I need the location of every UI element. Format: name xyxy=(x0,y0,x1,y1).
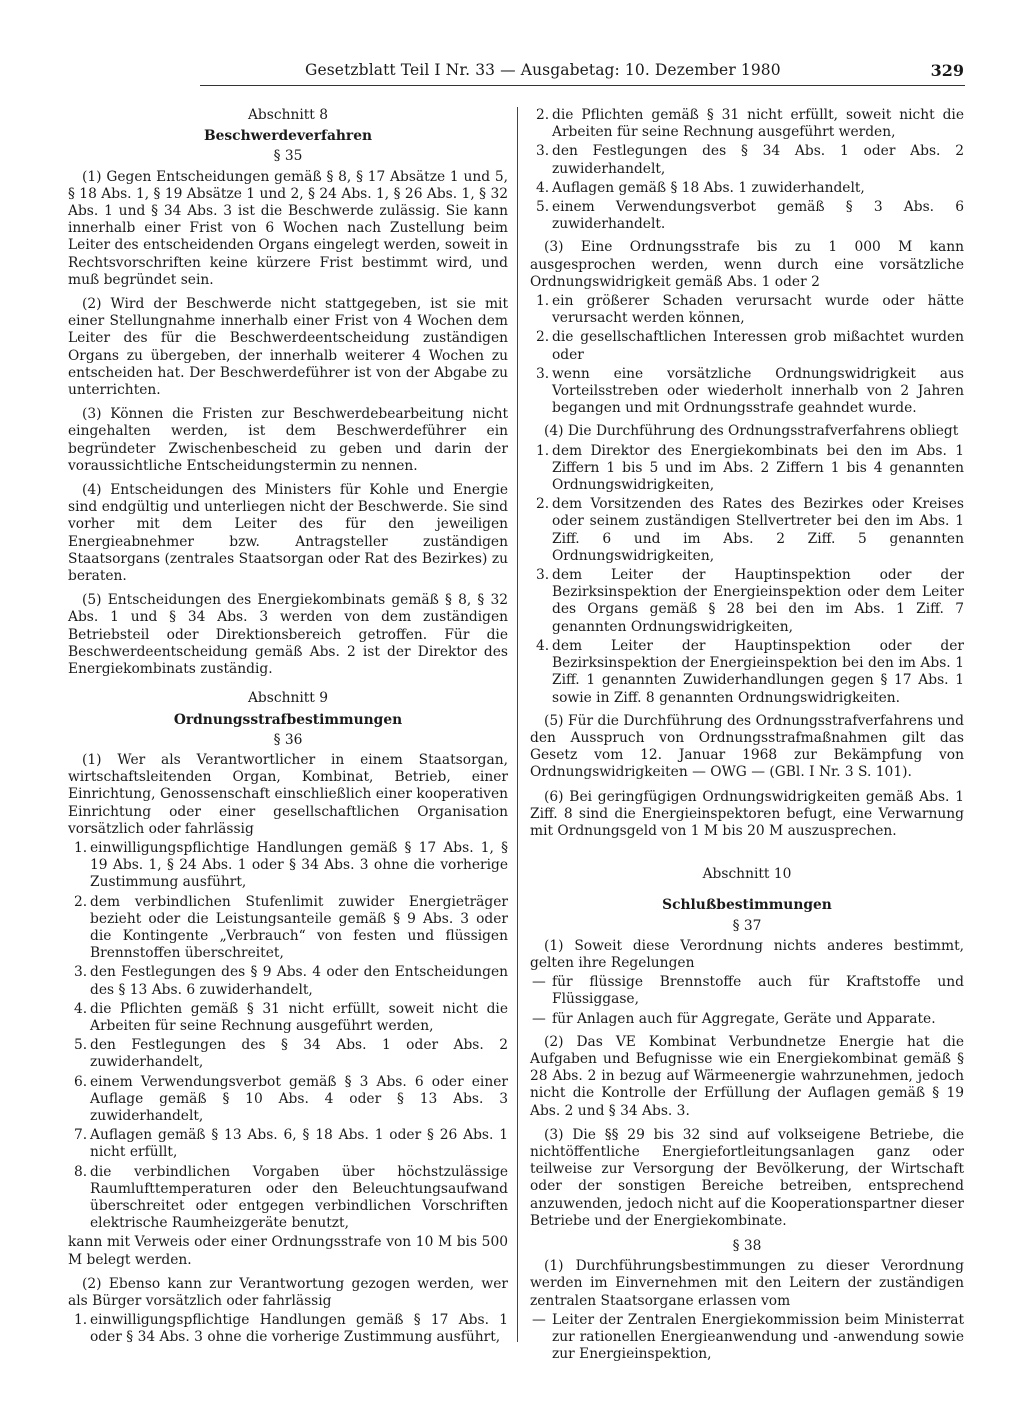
list-36-1 xyxy=(68,840,508,1232)
list-item-number: 4. xyxy=(536,637,550,654)
dash-list-38-1 xyxy=(530,1312,964,1364)
list-item-text: Auflagen gemäß § 18 Abs. 1 zuwiderhandelt, xyxy=(552,179,865,196)
list-item-text: für flüssige Brennstoffe auch für Kraftstoffe und Flüssiggase, xyxy=(552,974,964,1008)
list-item-number: 2. xyxy=(536,107,550,123)
list-item xyxy=(68,1074,508,1126)
list-item-text: wenn eine vorsätzliche Ordnungswidrigkeit aus Vorteilsstreben oder wiederholt innerhalb von 2 Jahren begangen und mit Ordnungsstrafe geahndet wurde. xyxy=(552,365,964,417)
list-item xyxy=(530,199,964,233)
section-8-title: Abschnitt 8 xyxy=(247,107,329,123)
section-8-heading: Beschwerdeverfahren xyxy=(203,128,373,145)
paragraph-35-3: (3) Können die Fristen zur Beschwerdebearbeitung nicht eingehalten werden, ist dem Beschwerdeführer ein begründeter Zwischenbescheid zu geben und darin der voraussichtliche Entscheidungstermin zu nennen. xyxy=(68,406,508,474)
paragraph-38-label: § 38 xyxy=(732,1237,762,1254)
section-10-title: Abschnitt 10 xyxy=(702,866,792,883)
list-item-number: 5. xyxy=(74,1037,88,1054)
list-item-dash: — xyxy=(532,1311,546,1328)
list-item-number: 1. xyxy=(536,442,550,459)
list-item-text: dem Leiter der Hauptinspektion oder der Bezirksinspektion der Energieinspektion oder dem Leiter des Organs gemäß § 28 bei den im Abs. 1 Ziff. 7 genannten Ordnungswidrigkeiten, xyxy=(552,567,964,635)
list-item-text: dem Direktor des Energiekombinats bei den im Abs. 1 Ziffern 1 bis 5 und im Abs. 2 Ziffern 1 bis 4 genannten Ordnungswidrigkeiten, xyxy=(552,442,964,494)
paragraph-38-1: (1) Durchführungsbestimmungen zu dieser Verordnung werden im Einvernehmen mit den Leitern der zuständigen zentralen Staatsorgane erlassen vom xyxy=(530,1258,964,1309)
list-item-text: einwilligungspflichtige Handlungen gemäß § 17 Abs. 1 oder § 34 Abs. 3 ohne die vorherige Zustimmung ausführt, xyxy=(90,1312,508,1346)
list-item xyxy=(68,1001,508,1035)
running-title: Gesetzblatt Teil I Nr. 33 — Ausgabetag: 10. Dezember 1980 xyxy=(305,61,781,79)
section-10-heading: Schlußbestimmungen xyxy=(662,897,832,914)
list-item-number: 6. xyxy=(74,1073,88,1090)
list-item-text: den Festlegungen des § 34 Abs. 1 oder Abs. 2 zuwiderhandelt, xyxy=(90,1037,508,1071)
paragraph-36-3: (3) Eine Ordnungsstrafe bis zu 1 000 M kann ausgesprochen werden, wenn durch eine vorsätzliche Ordnungswidrigkeit gemäß Abs. 1 oder 2 xyxy=(530,239,964,290)
paragraph-35-2: (2) Wird der Beschwerde nicht stattgegeben, ist sie mit einer Stellungnahme innerhalb einer Frist von 4 Wochen dem Leiter des für die Beschwerdeentscheidung zuständigen Organs zu übergeben, der innerhalb weiterer 4 Wochen zu entscheiden hat. Der Beschwerdeführer ist von der Abgabe zu unterrichten. xyxy=(68,296,508,399)
list-item-number: 4. xyxy=(536,179,550,196)
paragraph-37-3: (3) Die §§ 29 bis 32 sind auf volkseigene Betriebe, die nichtöffentliche Energiefortleitungsanlagen ganz oder teilweise zur Versorgung der Bevölkerung, der Wirtschaft oder der sonstigen Bereiche betreiben, entsprechend anzuwenden, jedoch nicht auf die Kooperationspartner dieser Betriebe und der Energiekombinate. xyxy=(530,1126,964,1229)
list-item-text: die gesellschaftlichen Interessen grob mißachtet wurden oder xyxy=(552,329,964,363)
list-item-text: dem verbindlichen Stufenlimit zuwider Energieträger bezieht oder die Leistungsanteile gemäß § 9 Abs. 3 oder die Kontingente „Verbrauch“ von festen und flüssigen Brennstoffen überschreitet, xyxy=(90,893,508,962)
paragraph-35-5: (5) Entscheidungen des Energiekombinats gemäß § 8, § 32 Abs. 1 und § 34 Abs. 3 werden von dem zuständigen Betriebsteil oder Direktionsbereich getroffen. Für die Beschwerdeentscheidung gemäß Abs. 2 ist der Direktor des Energiekombinats zuständig. xyxy=(68,592,508,678)
list-item-text: dem Vorsitzenden des Rates des Bezirkes oder Kreises oder seinem zuständigen Stellvertreter bei den im Abs. 1 Ziff. 6 und im Abs. 2 Ziff. 5 genannten Ordnungswidrigkeiten, xyxy=(552,496,964,564)
list-item-number: 8. xyxy=(74,1163,88,1180)
list-item xyxy=(68,1037,508,1071)
list-item-text: Auflagen gemäß § 13 Abs. 6, § 18 Abs. 1 oder § 26 Abs. 1 nicht erfüllt, xyxy=(90,1127,508,1161)
list-item xyxy=(68,840,508,892)
list-item xyxy=(530,974,964,1008)
paragraph-37-2: (2) Das VE Kombinat Verbundnetze Energie hat die Aufgaben und Befugnisse wie ein Energiekombinat gemäß § 28 Abs. 2 in bezug auf Wärmeenergie wahrzunehmen, jedoch nicht die Kontrolle der Erfüllung der Auflagen gemäß § 19 Abs. 2 und § 34 Abs. 3. xyxy=(530,1033,964,1119)
column-divider xyxy=(517,107,518,1342)
list-item xyxy=(68,894,508,963)
paragraph-36-2: (2) Ebenso kann zur Verantwortung gezogen werden, wer als Bürger vorsätzlich oder fahrlässig xyxy=(68,1275,508,1309)
list-item-number: 3. xyxy=(536,365,550,382)
list-36-2 xyxy=(68,1312,508,1346)
list-36-4 xyxy=(530,443,964,707)
paragraph-37-label: § 37 xyxy=(732,917,762,934)
left-column xyxy=(68,107,508,1349)
list-item-number: 4. xyxy=(74,1000,88,1017)
list-item xyxy=(68,1164,508,1233)
list-item-number: 3. xyxy=(536,143,550,160)
paragraph-36-1: (1) Wer als Verantwortlicher in einem Staatsorgan, wirtschaftsleitenden Organ, Kombinat, Betrieb, einer Einrichtung, Genossenschaft einschließlich einer kooperativen Einrichtung oder einer gesellschaftlichen Organisation vorsätzlich oder fahrlässig xyxy=(68,751,508,837)
list-item-text: dem Leiter der Hauptinspektion oder der Bezirksinspektion der Energieinspektion bei den im Abs. 1 Ziff. 1 genannten Zuwiderhandlungen gegen § 17 Abs. 1 sowie in Ziff. 8 genannten Ordnungswidrigkeiten. xyxy=(552,637,964,706)
right-column xyxy=(530,107,964,1365)
list-item-dash: — xyxy=(532,1010,546,1027)
list-item-text: Leiter der Zentralen Energiekommission beim Ministerrat zur rationellen Energieanwendung und -anwendung sowie zur Energieinspektion, xyxy=(552,1311,964,1363)
list-item-number: 7. xyxy=(74,1127,88,1144)
list-item-text: die verbindlichen Vorgaben über höchstzulässige Raumlufttemperaturen oder den Beleuchtungsaufwand überschreitet oder entgegen verbindlichen Vorschriften elektrische Raumheizgeräte benutzt, xyxy=(90,1163,508,1232)
list-item-number: 3. xyxy=(536,567,550,584)
list-item xyxy=(68,1312,508,1346)
header-rule xyxy=(200,85,965,86)
paragraph-35-4: (4) Entscheidungen des Ministers für Kohle und Energie sind endgültig und unterliegen nicht der Beschwerde. Sie sind vorher mit dem Leiter des für den jeweiligen Energieabnehmer bzw. Antragsteller zuständigen Staatsorgans (zentrales Staatsorgan oder Rat des Bezirkes) zu beraten. xyxy=(68,482,508,585)
paragraph-35-label: § 35 xyxy=(273,148,303,165)
list-item-text: einwilligungspflichtige Handlungen gemäß § 17 Abs. 1, § 19 Abs. 1, § 24 Abs. 1 oder § 34 Abs. 3 ohne die vorherige Zustimmung ausführt, xyxy=(90,839,508,891)
page-header xyxy=(0,58,1024,88)
list-item xyxy=(68,964,508,998)
list-item-number: 1. xyxy=(74,1312,88,1329)
paragraph-37-1: (1) Soweit diese Verordnung nichts anderes bestimmt, gelten ihre Regelungen xyxy=(530,937,964,971)
list-item-number: 2. xyxy=(536,496,550,513)
list-item-text: die Pflichten gemäß § 31 nicht erfüllt, soweit nicht die Arbeiten für seine Rechnung ausgeführt werden, xyxy=(90,1000,508,1034)
list-item-number: 1. xyxy=(74,839,88,856)
list-item-text: für Anlagen auch für Aggregate, Geräte und Apparate. xyxy=(552,1010,936,1027)
list-item-number: 1. xyxy=(536,293,550,310)
list-item xyxy=(530,293,964,327)
list-item xyxy=(530,567,964,636)
list-item-number: 2. xyxy=(536,329,550,346)
section-9-title: Abschnitt 9 xyxy=(247,690,329,707)
list-item xyxy=(530,1312,964,1364)
penalty-clause: kann mit Verweis oder einer Ordnungsstrafe von 10 M bis 500 M belegt werden. xyxy=(68,1234,508,1268)
list-item xyxy=(530,638,964,707)
paragraph-36-6: (6) Bei geringfügigen Ordnungswidrigkeiten gemäß Abs. 1 Ziff. 8 sind die Energieinspektoren befugt, eine Verwarnung mit Ordnungsgeld von 1 M bis 20 M auszusprechen. xyxy=(530,788,964,839)
list-item-text: den Festlegungen des § 34 Abs. 1 oder Abs. 2 zuwiderhandelt, xyxy=(552,143,964,177)
paragraph-36-5: (5) Für die Durchführung des Ordnungsstrafverfahrens und den Ausspruch von Ordnungsstrafmaßnahmen gilt das Gesetz vom 12. Januar 1968 zur Bekämpfung von Ordnungswidrigkeiten — OWG — (GBl. I Nr. 3 S. 101). xyxy=(530,712,964,781)
list-item-number: 3. xyxy=(74,964,88,981)
section-9-heading: Ordnungsstrafbestimmungen xyxy=(173,711,403,728)
list-item xyxy=(530,107,964,141)
list-item-text: einem Verwendungsverbot gemäß § 3 Abs. 6 oder einer Auflage gemäß § 10 Abs. 4 oder § 13 Abs. 3 zuwiderhandelt, xyxy=(90,1073,508,1124)
paragraph-36-4: (4) Die Durchführung des Ordnungsstrafverfahrens obliegt xyxy=(544,423,959,440)
list-36-2-continued xyxy=(530,107,964,233)
list-item xyxy=(530,496,964,565)
list-item xyxy=(68,1127,508,1161)
dash-list-37-1 xyxy=(530,974,964,1028)
page-number: 329 xyxy=(930,61,964,80)
list-item xyxy=(530,143,964,177)
list-item-number: 5. xyxy=(536,199,550,216)
list-item-text: einem Verwendungsverbot gemäß § 3 Abs. 6 zuwiderhandelt. xyxy=(552,199,964,233)
list-item-text: den Festlegungen des § 9 Abs. 4 oder den Entscheidungen des § 13 Abs. 6 zuwiderhandelt, xyxy=(90,964,508,998)
list-item xyxy=(530,329,964,363)
list-item xyxy=(530,443,964,495)
list-item xyxy=(530,366,964,418)
paragraph-36-label: § 36 xyxy=(273,731,303,748)
list-item xyxy=(530,180,964,197)
list-item xyxy=(530,1011,964,1028)
list-item-number: 2. xyxy=(74,893,88,910)
list-36-3 xyxy=(530,293,964,417)
paragraph-35-1: (1) Gegen Entscheidungen gemäß § 8, § 17 Absätze 1 und 5, § 18 Abs. 1, § 19 Absätze 1 und 2, § 24 Abs. 1, § 26 Abs. 1, § 32 Abs. 1 und § 34 Abs. 3 ist die Beschwerde zulässig. Sie kann innerhalb einer Frist von 6 Wochen nach Zustellung beim Leiter des entscheidenden Organs eingelegt werden, soweit in Rechtsvorschriften keine kürzere Frist bestimmt wird, und muß begründet sein. xyxy=(68,168,508,288)
list-item-text: die Pflichten gemäß § 31 nicht erfüllt, soweit nicht die Arbeiten für seine Rechnung ausgeführt werden, xyxy=(552,107,964,141)
list-item-text: ein größerer Schaden verursacht wurde oder hätte verursacht werden können, xyxy=(552,293,964,327)
list-item-dash: — xyxy=(532,974,546,991)
